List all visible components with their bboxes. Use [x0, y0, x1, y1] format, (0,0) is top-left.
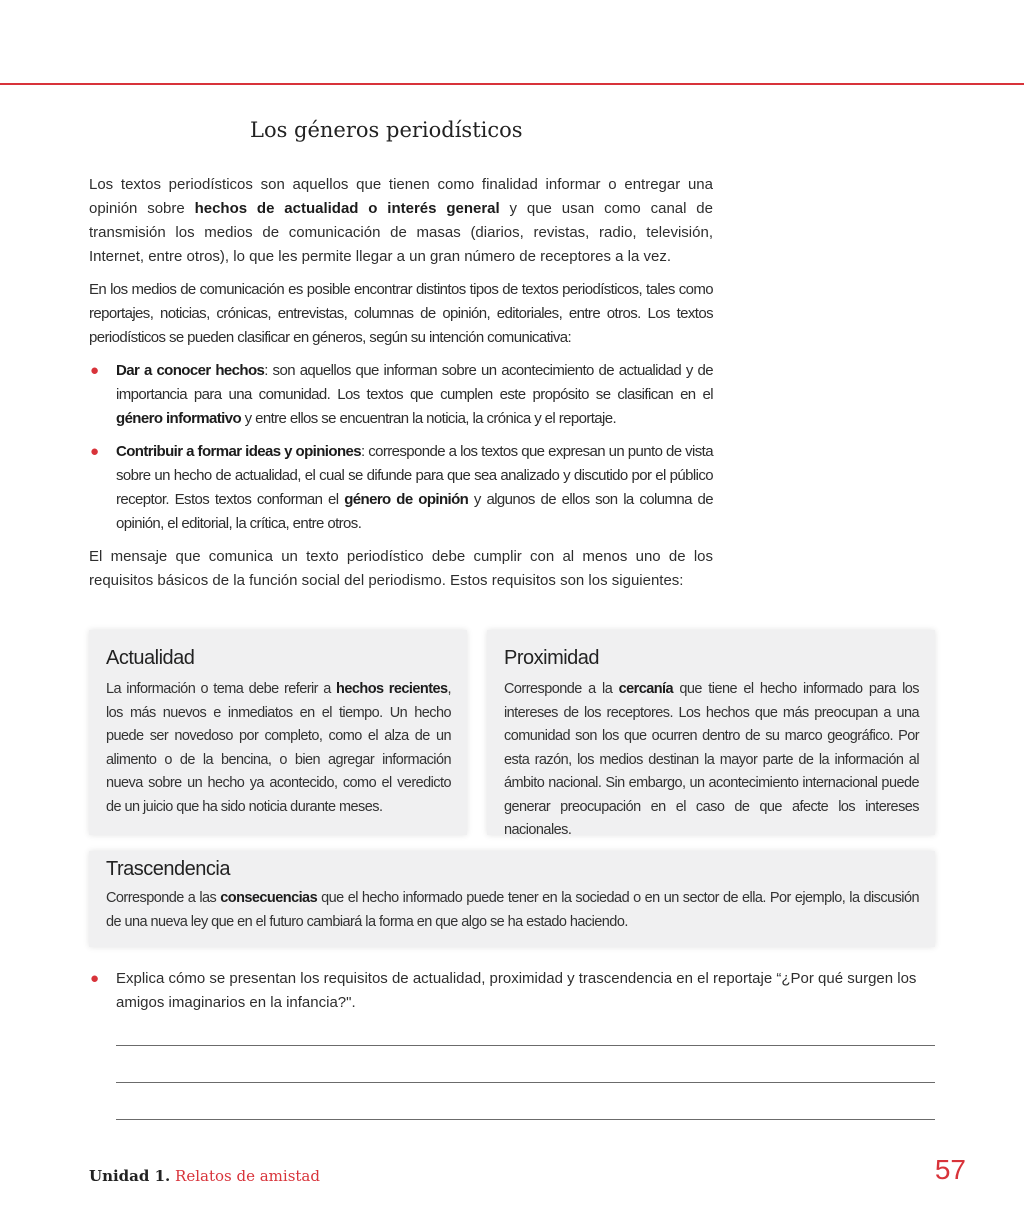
answer-line[interactable]	[116, 1045, 935, 1046]
bullet-text: y entre ellos se encuentran la noticia, la crónica y el reportaje.	[241, 410, 617, 427]
intro-bold-text: hechos de actualidad o interés general	[194, 200, 500, 217]
box-actualidad	[89, 630, 467, 835]
activity-question	[89, 967, 919, 1015]
bullet-text: y algunos de ellos son la columna de opinión, el editorial, la crítica, entre otros.	[116, 491, 713, 532]
box-title: Actualidad	[106, 647, 195, 669]
question-text: Explica cómo se presentan los requisitos de actualidad, proximidad y trascendencia en el reportaje “¿Por qué surgen los amigos imaginarios en la infancia?".	[116, 970, 917, 1011]
footer-chapter: Relatos de amistad	[175, 1167, 320, 1185]
box-title: Trascendencia	[106, 858, 230, 880]
box-proximidad	[487, 630, 935, 838]
answer-line[interactable]	[116, 1119, 935, 1120]
list-item	[89, 359, 713, 431]
bullet-icon: ●	[90, 362, 100, 379]
intro-text: y que usan como canal de transmisión los medios de comunicación de masas (diarios, revistas, radio, televisión, Internet, entre otros), lo que les permite llegar a un gran número de receptores a la vez.	[89, 200, 713, 265]
top-rule	[0, 83, 1024, 85]
answer-line[interactable]	[116, 1082, 935, 1083]
closing-paragraph: El mensaje que comunica un texto periodístico debe cumplir con al menos uno de los requisitos básicos de la función social del periodismo. Estos requisitos son los siguientes:	[89, 548, 713, 589]
bullet-icon: ●	[90, 443, 100, 460]
page-title: Los géneros periodísticos	[250, 118, 523, 142]
bullet-term: género de opinión	[344, 491, 469, 508]
bullet-text: : son aquellos que informan sobre un acontecimiento de actualidad y de importancia para una comunidad. Los textos que cumplen este propósito se clasifican en el	[116, 362, 713, 403]
intro-paragraph-1	[89, 173, 713, 269]
bullet-term: género informativo	[116, 410, 242, 427]
footer-unit: Unidad 1.	[89, 1167, 171, 1185]
box-text: La información o tema debe referir a hechos recientes, los más nuevos e inmediatos en el tiempo. Un hecho puede ser novedoso por completo, como el alza de un alimento o de la bencina, o bien agregar información nueva sobre un hecho ya acontecido, como el veredicto de un juicio que ha sido noticia durante meses.	[106, 681, 452, 815]
intro-paragraph-2: En los medios de comunicación es posible encontrar distintos tipos de textos periodísticos, tales como reportajes, noticias, crónicas, entrevistas, columnas de opinión, editoriales, entre otros. Los textos periodísticos se pueden clasificar en géneros, según su intención comunicativa:	[89, 281, 713, 346]
bullet-term: Contribuir a formar ideas y opiniones	[116, 443, 361, 460]
intro-text: Los textos periodísticos son aquellos que tienen como finalidad informar o entregar una opinión sobre	[89, 176, 713, 217]
genre-list	[89, 359, 713, 536]
main-content	[89, 173, 713, 593]
box-trascendencia	[89, 851, 935, 947]
box-title: Proximidad	[504, 647, 600, 669]
box-text: Corresponde a la cercanía que tiene el hecho informado para los intereses de los receptores. Los hechos que más preocupan a una comunidad son los que ocurren dentro de su marco geográfico. Por esta razón, los medios destinan la mayor parte de la información al ámbito nacional. Sin embargo, un acontecimiento internacional puede generar preocupación en el caso de que afecte los intereses nacionales.	[504, 681, 919, 838]
bullet-term: Dar a conocer hechos	[116, 362, 265, 379]
bullet-text: : corresponde a los textos que expresan un punto de vista sobre un hecho de actualidad, el cual se difunde para que sea analizado y discutido por el público receptor. Estos textos conforman el	[116, 443, 713, 508]
page-number: 57	[934, 1154, 966, 1185]
box-text: Corresponde a las consecuencias que el hecho informado puede tener en la sociedad o en un sector de ella. Por ejemplo, la discusión de una nueva ley que en el futuro cambiará la forma en que algo se ha estado haciendo.	[106, 890, 919, 930]
list-item	[89, 440, 713, 536]
footer	[89, 1167, 320, 1185]
bullet-icon: ●	[90, 970, 100, 987]
